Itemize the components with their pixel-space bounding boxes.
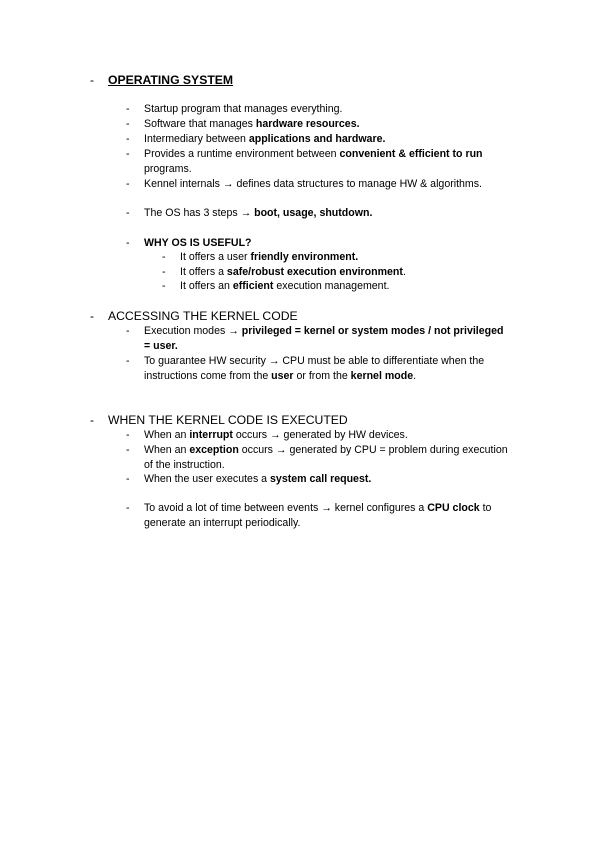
bullet-dash: - <box>126 207 130 219</box>
bullet-dash: - <box>90 309 95 323</box>
bullet-dash: - <box>126 148 130 160</box>
item-text: To guarantee HW security → CPU must be able to differentiate when the instructions come from the user or from the kernel mode. <box>144 355 485 382</box>
item-text: When the user executes a system call request. <box>144 473 372 485</box>
item-text: It offers a safe/robust execution environment. <box>180 266 406 278</box>
item-text: Intermediary between applications and hardware. <box>144 133 386 145</box>
heading-text: WHEN THE KERNEL CODE IS EXECUTED <box>108 413 348 427</box>
bullet-dash: - <box>126 444 130 456</box>
bullet-dash: - <box>126 133 130 145</box>
bullet-dash: - <box>162 266 166 278</box>
bullet-dash: - <box>126 103 130 115</box>
bullet-dash: - <box>126 237 130 249</box>
heading-text: ACCESSING THE KERNEL CODE <box>108 309 298 323</box>
item-text: The OS has 3 steps → boot, usage, shutdown. <box>144 207 373 219</box>
item-text: Execution modes → privileged = kernel or system modes / not privileged = user. <box>144 325 504 352</box>
bullet-dash: - <box>126 178 130 190</box>
item-text: It offers a user friendly environment. <box>180 251 359 263</box>
bullet-dash: - <box>126 473 130 485</box>
item-text: Software that manages hardware resources. <box>144 118 360 130</box>
item-text: To avoid a lot of time between events → kernel configures a CPU clock to generate an interrupt periodically. <box>144 502 492 529</box>
bullet-dash: - <box>126 325 130 337</box>
bullet-dash: - <box>162 280 166 292</box>
heading-text: OPERATING SYSTEM <box>108 73 234 87</box>
bullet-dash: - <box>126 118 130 130</box>
bullet-dash: - <box>126 355 130 367</box>
item-text: When an interrupt occurs → generated by HW devices. <box>144 429 408 441</box>
item-text: It offers an efficient execution management. <box>180 280 390 292</box>
bullet-dash: - <box>126 502 130 514</box>
item-text: Provides a runtime environment between convenient & efficient to run programs. <box>144 148 483 175</box>
item-text: When an exception occurs → generated by CPU = problem during execution of the instruction. <box>144 444 508 471</box>
bullet-dash: - <box>162 251 166 263</box>
item-text: Startup program that manages everything. <box>144 103 343 115</box>
item-text: WHY OS IS USEFUL? <box>144 237 252 249</box>
bullet-dash: - <box>126 429 130 441</box>
bullet-dash: - <box>90 413 95 427</box>
bullet-dash: - <box>90 73 95 87</box>
item-text: Kennel internals → defines data structures to manage HW & algorithms. <box>144 178 482 190</box>
